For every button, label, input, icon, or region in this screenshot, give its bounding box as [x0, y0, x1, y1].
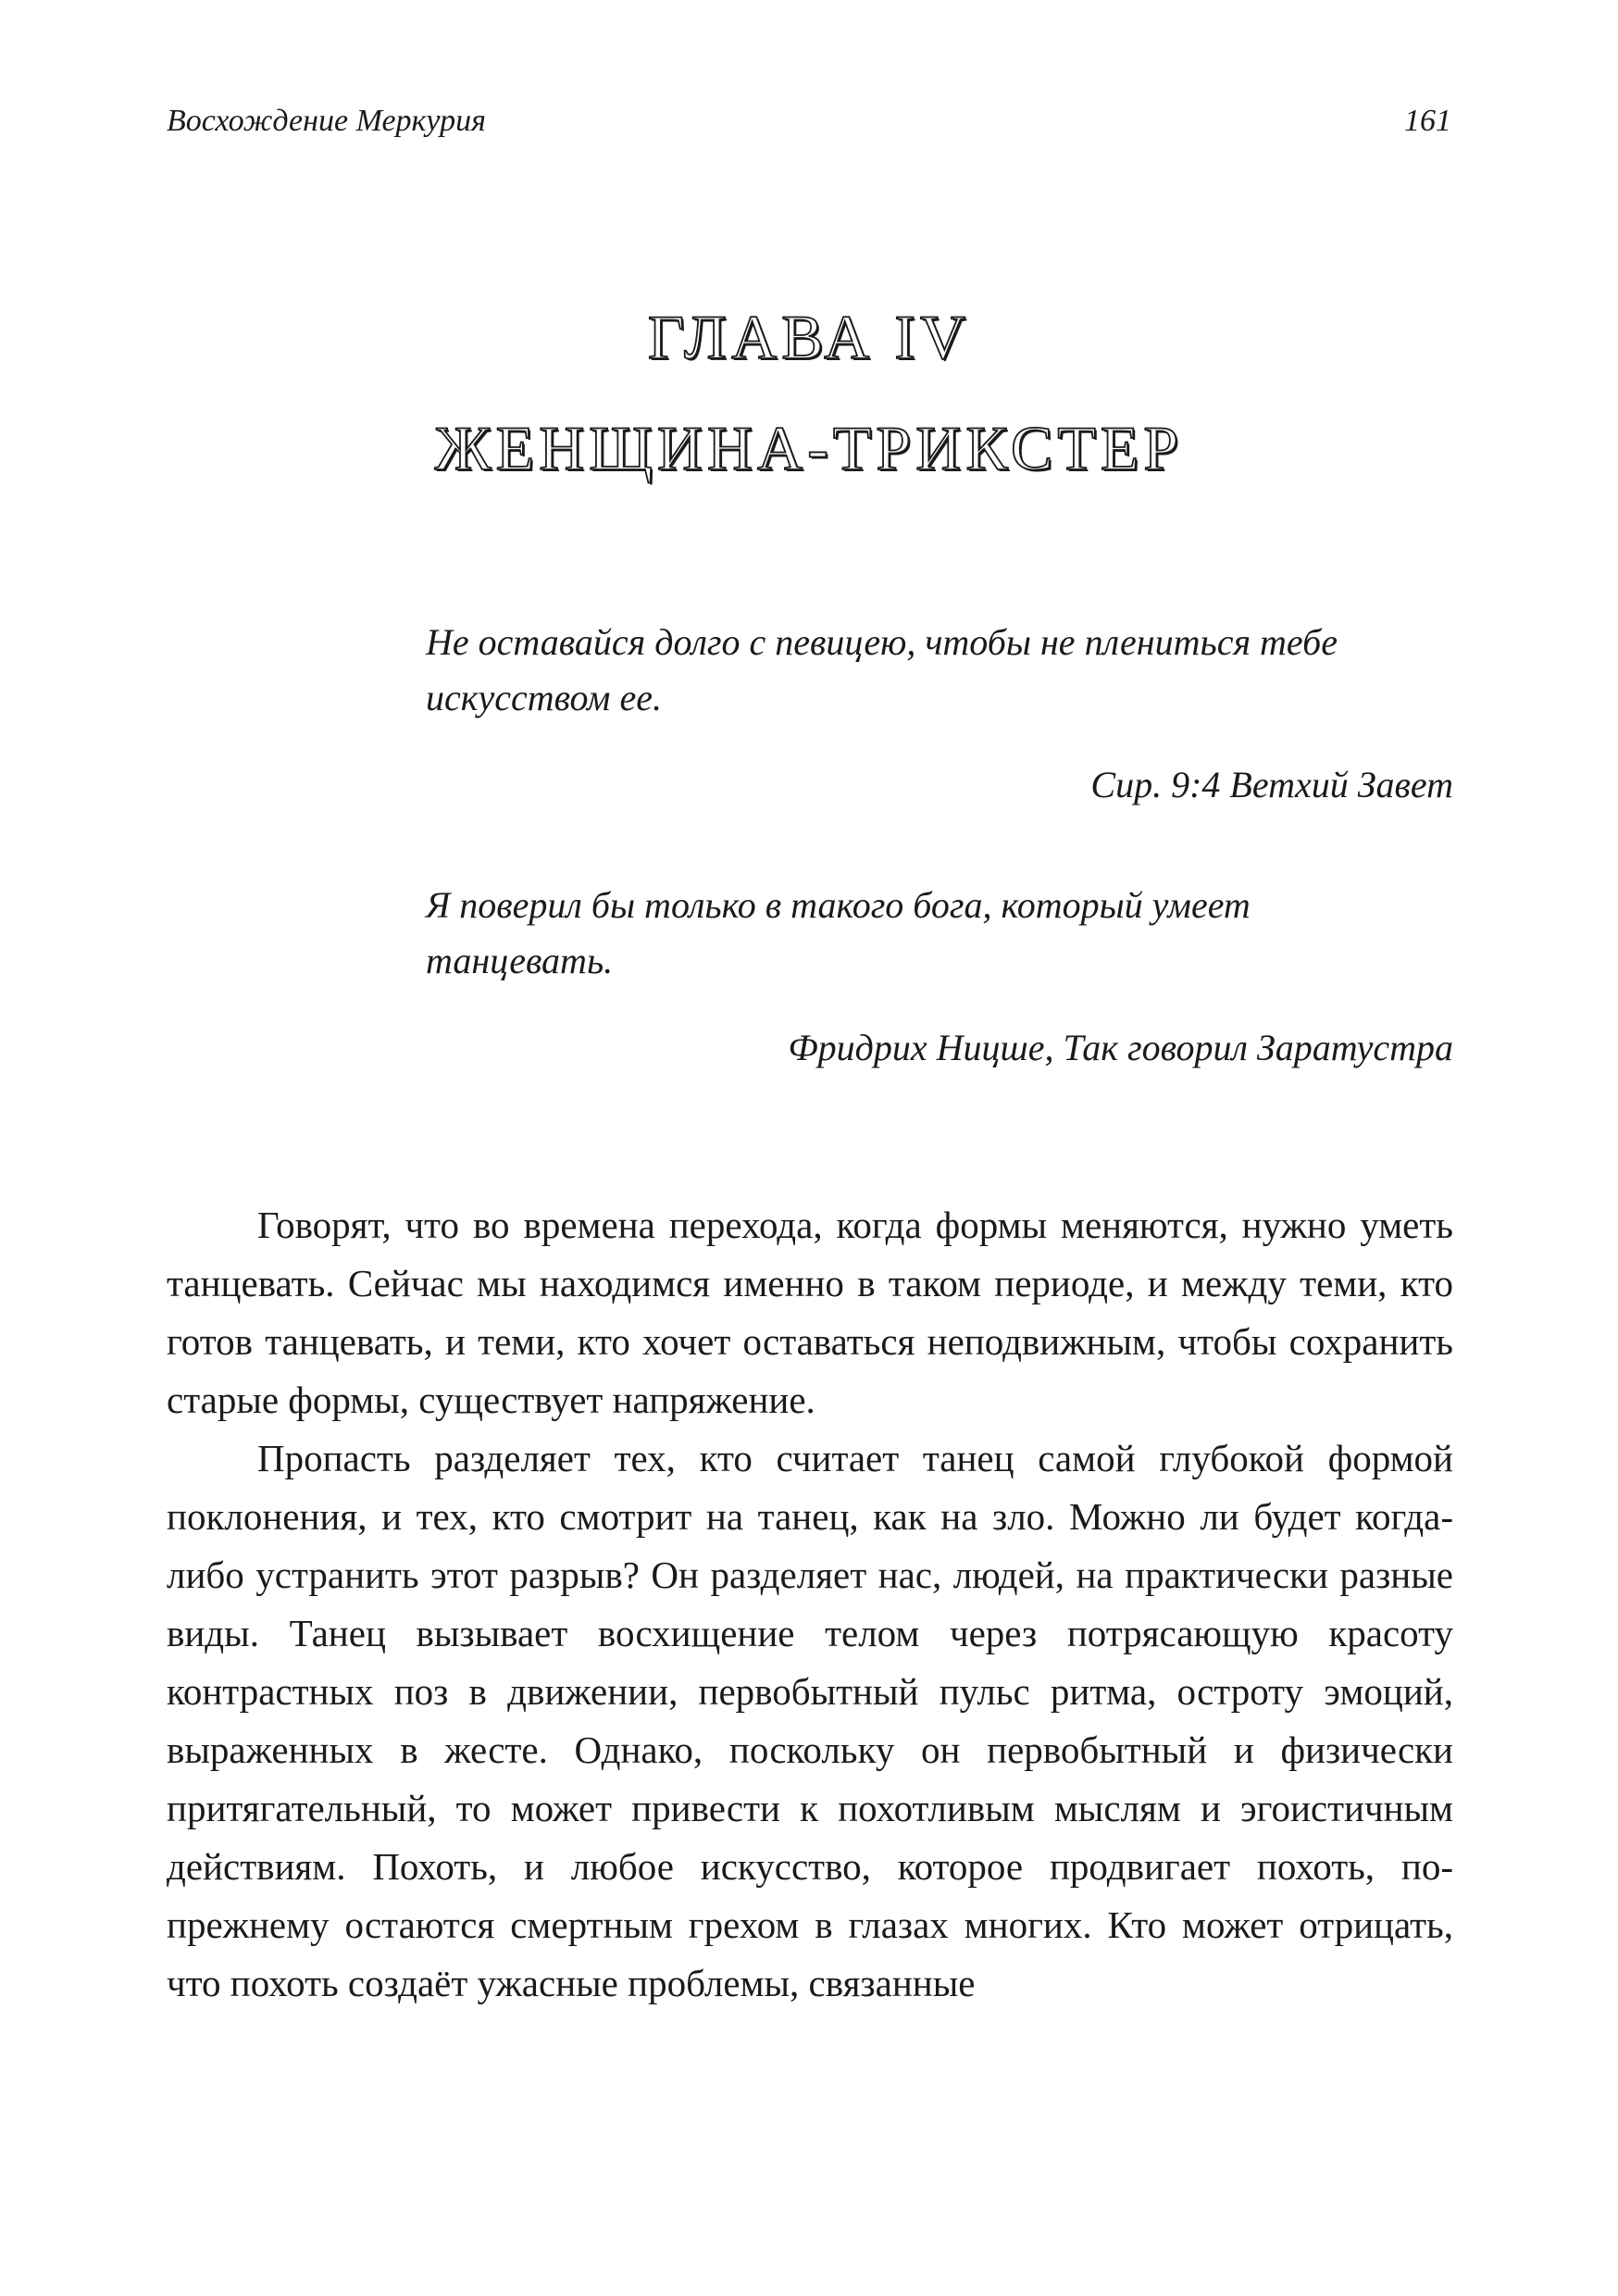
running-head-title: Восхождение Меркурия: [167, 104, 486, 138]
epigraph-1-source: Сир. 9:4 Ветхий Завет: [1090, 764, 1453, 805]
running-head: [167, 104, 1451, 150]
chapter-number: ГЛАВА IV: [647, 302, 971, 372]
epigraph-1: [426, 615, 1453, 813]
body-text: [167, 1196, 1453, 2013]
chapter-title: ЖЕНЩИНА-ТРИКСТЕР: [434, 413, 1184, 483]
epigraph-2: [426, 878, 1453, 1076]
body-paragraph-2: Пропасть разделяет тех, кто считает танец самой глубокой формой поклонения, и тех, кто смотрит на танец, как на зло. Можно ли будет когда-либо устранить этот разрыв? Он разделяет нас, людей, на практически разные виды. Танец вызывает восхищение телом через потрясающую красоту контрастных поз в движении, первобытный пульс ритма, остроту эмоций, выраженных в жесте. Однако, поскольку он первобытный и физически притягательный, то может привести к похотливым мыслям и эгоистичным действиям. Похоть, и любое искусство, которое продвигает похоть, по-прежнему остаются смертным грехом в глазах многих. Кто может отрицать, что похоть создаёт ужасные проблемы, связанные: [167, 1437, 1453, 2004]
chapter-heading: [167, 302, 1451, 483]
body-paragraph-1: Говорят, что во времена перехода, когда формы меняются, нужно уметь танцевать. Сейчас мы находимся именно в таком периоде, и между теми, кто готов танцевать, и теми, кто хочет оставаться неподвижным, чтобы сохранить старые формы, существует напряжение.: [167, 1204, 1453, 1421]
epigraph-1-text: Не оставайся долго с певицею, чтобы не плениться тебе искусством ее.: [426, 621, 1338, 718]
epigraph-2-text: Я поверил бы только в такого бога, который умеет танцевать.: [426, 884, 1251, 981]
page-number: 161: [1404, 104, 1451, 138]
epigraph-2-source: Фридрих Ницше, Так говорил Заратустра: [788, 1027, 1453, 1068]
